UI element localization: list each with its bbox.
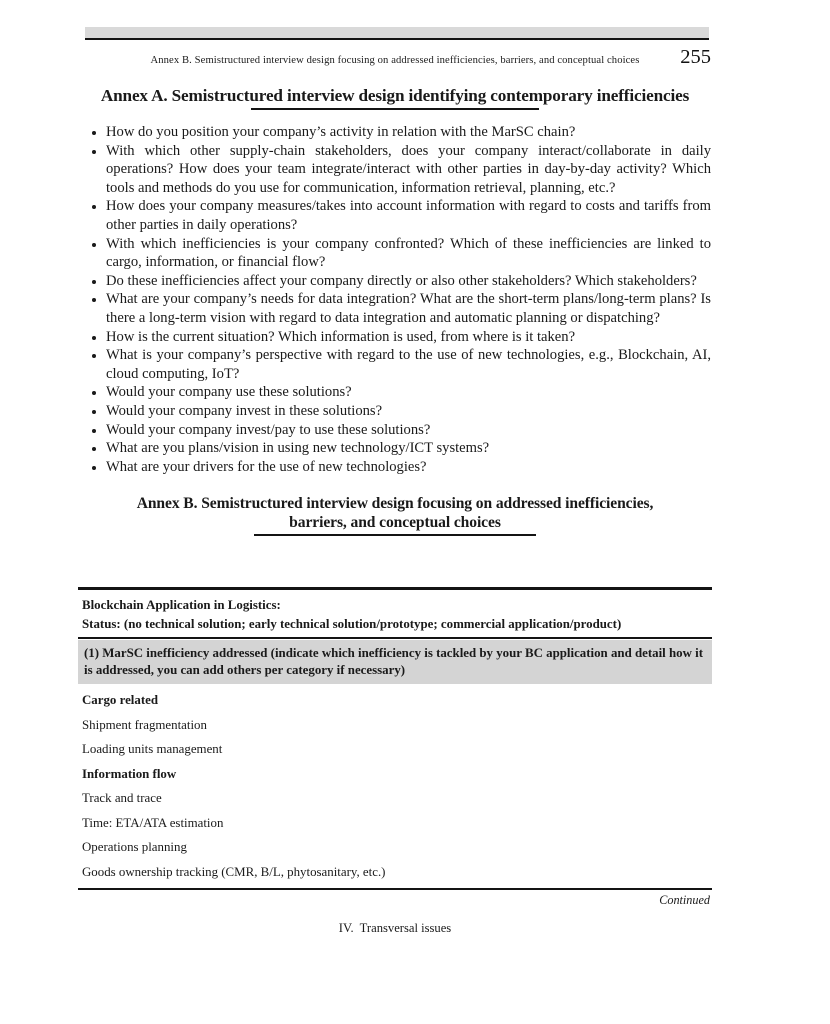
footer-section-label: IV. Transversal issues xyxy=(338,921,452,936)
question-item: • What are your company’s needs for data integration? What are the short-term plans/long-term plans? Is there a long-term vision with regard to data integration and automatic planning or dispatching? xyxy=(106,290,711,327)
annex-a-title: Annex A. Semistructured interview design identifying contemporary inefficiencies xyxy=(100,86,690,105)
continued-label: Continued xyxy=(659,893,710,908)
table-row: Track and trace xyxy=(82,791,162,806)
question-item: • What are your drivers for the use of new technologies? xyxy=(106,458,711,477)
table-header-line2: Status: (no technical solution; early technical solution/prototype; commercial application/product) xyxy=(78,613,712,639)
decorative-header-bar xyxy=(85,27,709,40)
annex-b-title-line1: Annex B. Semistructured interview design focusing on addressed inefficiencies, xyxy=(136,495,654,513)
question-item: • What is your company’s perspective with regard to the use of new technologies, e.g., Blockchain, AI, cloud computing, IoT? xyxy=(106,346,711,383)
page-content xyxy=(78,0,712,936)
question-item: • How is the current situation? Which information is used, from where is it taken? xyxy=(106,328,711,347)
question-item: • How do you position your company’s activity in relation with the MarSC chain? xyxy=(106,123,711,142)
question-item: • With which other supply-chain stakeholders, does your company interact/collaborate in daily operations? How does your team integrate/interact with other parties in day-by-day activity? Which tools and methods do you use for communication, information retrieval, planning, etc.? xyxy=(106,142,711,198)
table-header-line1: Blockchain Application in Logistics: xyxy=(82,598,281,613)
table-row: Operations planning xyxy=(82,840,187,855)
running-head-row xyxy=(78,48,712,72)
annex-a-title-underline xyxy=(251,108,539,110)
running-head: Annex B. Semistructured interview design focusing on addressed inefficiencies, barriers, and conceptual choices xyxy=(150,55,640,66)
annex-b-title xyxy=(78,494,712,532)
table-section-header: (1) MarSC inefficiency addressed (indicate which inefficiency is tackled by your BC application and detail how it is addressed, you can add others per category if necessary) xyxy=(78,640,712,684)
question-item: • Would your company use these solutions? xyxy=(106,383,711,402)
question-item: • With which inefficiencies is your company confronted? Which of these inefficiencies are linked to cargo, information, or financial flow? xyxy=(106,235,711,272)
question-item: • How does your company measures/takes into account information with regard to costs and tariffs from other parties in daily operations? xyxy=(106,197,711,234)
table-row: Cargo related xyxy=(82,693,159,708)
table-row: Shipment fragmentation xyxy=(82,717,207,732)
page-number: 255 xyxy=(680,46,711,68)
question-item: • Do these inefficiencies affect your company directly or also other stakeholders? Which stakeholders? xyxy=(106,272,711,291)
question-item: • What are you plans/vision in using new technology/ICT systems? xyxy=(106,439,711,458)
table-row: Information flow xyxy=(82,766,177,781)
table-row: Loading units management xyxy=(82,742,223,757)
table-row: Goods ownership tracking (CMR, B/L, phytosanitary, etc.) xyxy=(82,864,386,879)
question-item: • Would your company invest in these solutions? xyxy=(106,402,711,421)
annex-a-question-list xyxy=(78,123,712,476)
annex-b-title-underline xyxy=(254,534,536,536)
table-row: Time: ETA/ATA estimation xyxy=(82,815,224,830)
annex-b-title-line2: barriers, and conceptual choices xyxy=(289,514,501,532)
question-item: • Would your company invest/pay to use these solutions? xyxy=(106,421,711,440)
blockchain-table xyxy=(78,587,712,890)
